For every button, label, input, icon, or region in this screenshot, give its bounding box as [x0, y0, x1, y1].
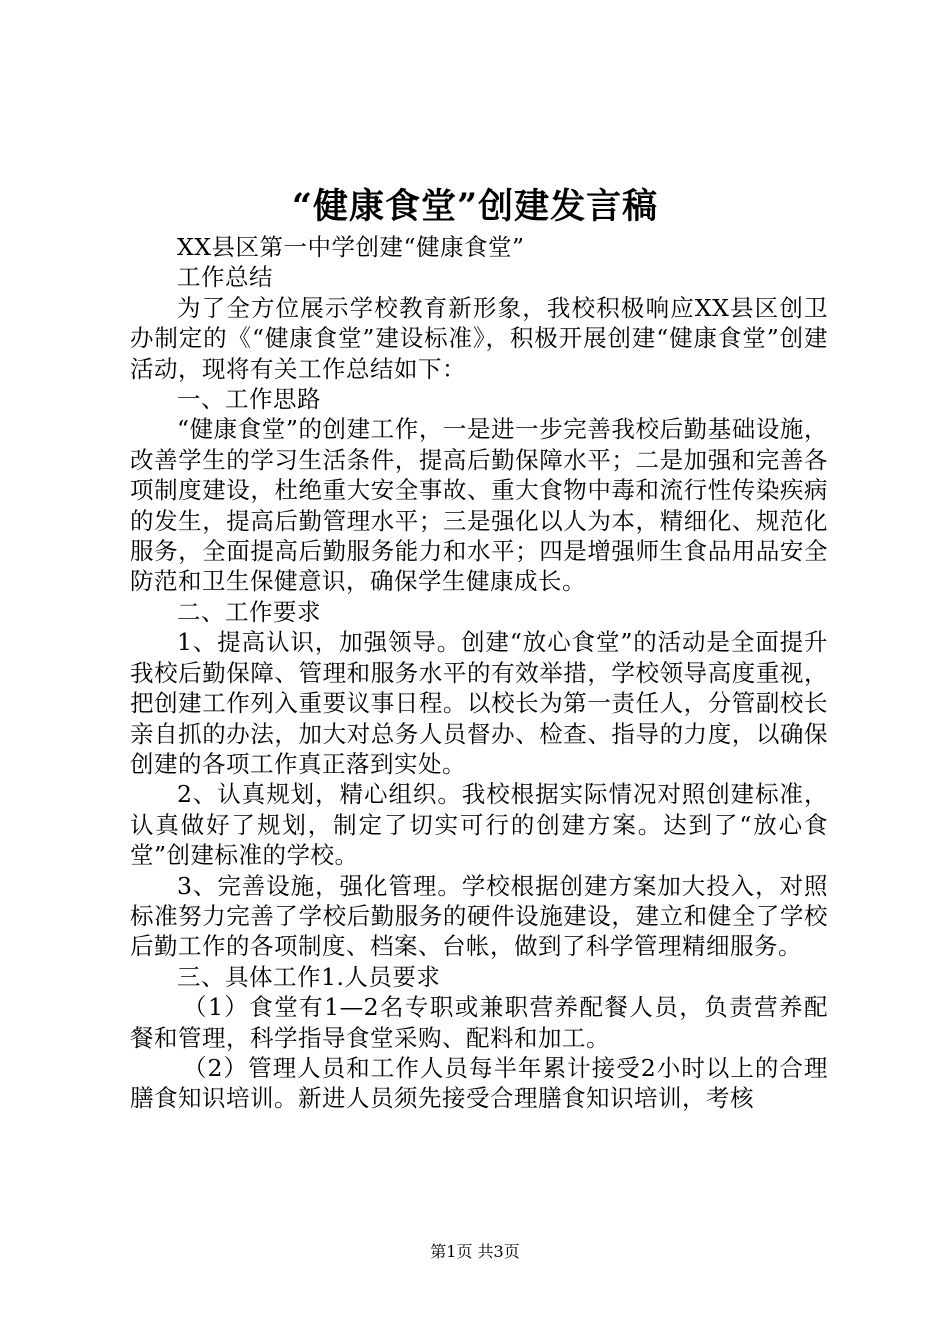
intro-paragraph: 为了全方位展示学校教育新形象，我校积极响应XX县区创卫办制定的《“健康食堂”建设标准》，积极开展创建“健康食堂”创建活动，现将有关工作总结如下：	[130, 293, 828, 383]
subtitle-line: 工作总结	[177, 263, 273, 292]
work-approach-paragraph: “健康食堂”的创建工作，一是进一步完善我校后勤基础设施，改善学生的学习生活条件，提高后勤保障水平；二是加强和完善各项制度建设，杜绝重大安全事故、重大食物中毒和流行性传染疾病的发生，提高后勤管理水平；三是强化以人为本，精细化、规范化服务，全面提高后勤服务能力和水平；四是增强师生食品用品安全防范和卫生保健意识，确保学生健康成长。	[130, 415, 828, 596]
section-heading-2: 二、工作要求	[177, 597, 321, 626]
document-title: “健康食堂”创建发言稿	[291, 186, 659, 227]
staff-requirement-2: （2）管理人员和工作人员每半年累计接受2小时以上的合理膳食知识培训。新进人员须先接受合理膳食知识培训，考核	[130, 1053, 828, 1113]
staff-requirement-1: （1）食堂有1—2名专职或兼职营养配餐人员，负责营养配餐和管理，科学指导食堂采购、配料和加工。	[130, 993, 828, 1052]
requirement-paragraph-1: 1、提高认识，加强领导。创建“放心食堂”的活动是全面提升我校后勤保障、管理和服务水平的有效举措，学校领导高度重视，把创建工作列入重要议事日程。以校长为第一责任人，分管副校长亲自抓的办法，加大对总务人员督办、检查、指导的力度，以确保创建的各项工作真正落到实处。	[130, 628, 828, 778]
school-name-line: XX县区第一中学创建“健康食堂”	[177, 233, 525, 261]
requirement-paragraph-2: 2、认真规划，精心组织。我校根据实际情况对照创建标准，认真做好了规划，制定了切实可行的创建方案。达到了“放心食堂”创建标准的学校。	[130, 780, 828, 870]
document-body	[130, 232, 828, 1114]
page-footer: 第1页 共3页	[430, 1242, 520, 1261]
section-heading-1: 一、工作思路	[177, 385, 321, 414]
section-heading-3: 三、具体工作1.人员要求	[177, 962, 441, 991]
requirement-paragraph-3: 3、完善设施，强化管理。学校根据创建方案加大投入，对照标准努力完善了学校后勤服务的硬件设施建设，建立和健全了学校后勤工作的各项制度、档案、台帐，做到了科学管理精细服务。	[130, 871, 828, 961]
